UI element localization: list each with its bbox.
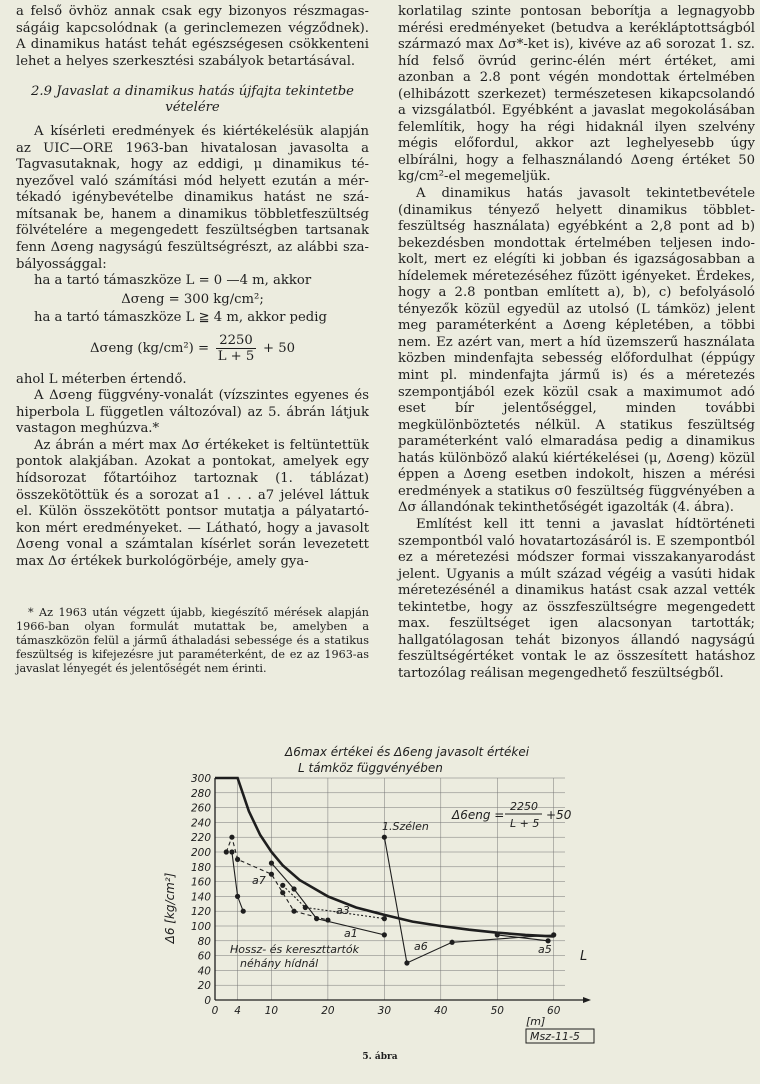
left-paragraph-7: Az ábrán a mért max Δσ értékeket is feltüntettük pontok alakjában. Azokat a pontokat, amelyek egy hídsorozat főtartóihoz tartoznak (1. táblázat) összekötöttük és a sorozat a1 . . . a7 jelével láttuk el. Külön összekötött pontsor mutatja a pályatartókon mért eredményeket. — Látható, hogy a javasolt Δσeng vonal a számtalan kísérlet során levezetett max Δσ értékek burkológörbéje, amely gya- (16, 437, 369, 569)
data-point (382, 932, 387, 937)
x-tick-label: 50 (490, 1005, 504, 1017)
series-label-a3: a3 (336, 904, 350, 917)
y-tick-label: 140 (190, 891, 211, 904)
data-point (404, 960, 409, 965)
formula-constant: Δσeng = 300 kg/cm²; (121, 291, 264, 307)
series-line (283, 885, 385, 918)
chart-formula-rhs: +50 (546, 808, 572, 822)
left-paragraph-1: a felső övhöz annak csak egy bizonyos részmagasságáig kapcsolódnak (a gerinclemezen végződnek). A dinamikus hatást tehát egészségesen csökkenteni lehet a helyes szerkesztési szabályok betartásával. (16, 4, 369, 69)
x-axis-label: L (580, 949, 588, 964)
y-tick-label: 160 (190, 876, 211, 889)
figure-caption: 5. ábra (362, 1052, 398, 1062)
right-paragraph-3: Említést kell itt tenni a javaslat hídtörténeti szempontból való hovatartozásáról is. E szempontból ez a méretezési módszer formai visszakanyarodást jelent. Ugyanis a múlt század végéig a vasúti hidak méretezésénél a dinamikus hatást csak azzal vették tekintetbe, hogy az összfeszültségre megengedett max. feszültséget igen alacsonyan tartották; hallgatólagosan tehát bizonyos állandó nagyságú feszültségértéket vontak le az összesített hatáshoz tartozólag reálisan megengedhető feszültségből. (398, 516, 755, 681)
figure-code: Msz-11-5 (530, 1030, 580, 1043)
data-point (382, 916, 387, 921)
chart-title-line-2: L támköz függvényében (298, 761, 443, 775)
right-paragraph-2: A dinamikus hatás javasolt tekintetbevétele (dinamikus tényező helyett dinamikus többletfeszültség használata) egyébként a 2,8 pont ad b) bekezdésben mondottak értelmében teljesen indokolt, mert ez elégíti ki jobban és igazságosabban a hídelemek méretezéséhez fűzött igényeket. Érdekes, hogy a 2.8 pontban említett a), b), c) befolyásoló tényezők közül egyedül az utolsó (L támköz) jelent meg paraméterként a Δσeng képletében, a többi nem. Ez azért van, mert a híd üzemszerű használata közben mindenfajta sebesség előfordulhat (éppúgy mint pl. mindenfajta jármű is) és a méretezés szempontjából ezek közül csak a maximumot adó eset bír jelentőséggel, minden további megkülönböztetés nélkül. A statikus feszültség paraméterként való elmaradása pedig a dinamikus hatás különböző alakú kiértékelései (μ, Δσeng) közül éppen a Δσeng esetben indokolt, hiszen a mérési eredmények a statikus σ0 feszültség függvényében a Δσ állandónak tekinthetőségét igazolták (4. ábra). (398, 186, 755, 516)
data-point (314, 916, 319, 921)
label-szelen: 1.Szélen (382, 820, 429, 833)
data-point (229, 835, 234, 840)
x-tick-label: 4 (234, 1005, 241, 1017)
y-tick-label: 260 (190, 802, 211, 815)
formula-rhs: + 50 (262, 340, 296, 356)
formula-hyperbola (16, 333, 369, 364)
data-point (269, 872, 274, 877)
left-paragraph-4: ha a tartó támaszköze L ≧ 4 m, akkor pedig (34, 310, 327, 326)
figure-5-chart (150, 738, 600, 1048)
left-paragraph-6: A Δσeng függvény-vonalát (vízszintes egyenes és hiperbola L független változóval) az 5. ábrán látjuk vastagon meghúzva.* (16, 388, 369, 437)
annotation-line-2: néhány hídnál (240, 957, 319, 970)
series-label-a1: a1 (344, 927, 358, 940)
data-point (325, 917, 330, 922)
data-point (235, 857, 240, 862)
footnote (16, 606, 369, 676)
data-point (280, 890, 285, 895)
series-label-a6: a6 (414, 940, 428, 953)
x-tick-label: 10 (264, 1005, 279, 1017)
footnote-text: * Az 1963 után végzett újabb, kiegészítő mérések alapján 1966-ban olyan formulát mutattak be, amelyben a támaszközön felül a jármű áthaladási sebessége és a statikus feszültség is kifejezésre jut paraméterként, de ez az 1963-as javaslat lényegét és jelentőségét nem érinti. (16, 606, 369, 676)
data-point (235, 894, 240, 899)
y-tick-label: 60 (197, 950, 211, 963)
formula-denominator: L + 5 (217, 348, 255, 364)
chart-ticks (191, 773, 561, 1017)
left-column (16, 4, 369, 570)
x-axis-arrow (583, 997, 591, 1003)
formula-numerator: 2250 (216, 333, 256, 349)
chart-formula-denominator: L + 5 (510, 817, 540, 830)
left-paragraph-2: A kísérleti eredmények és kiértékelésük alapján az UIC—ORE 1963-ban hivatalosan javasolta a Tagvasutaknak, hogy az eddigi, μ dinamikus tényezővel való számítási mód helyett ezután a mértékadó igénybevételbe dinamikus hatást ne számítsanak be, hanem a dinamikus többletfeszültség fölvételére a megengedett feszültségben tartsanak fenn Δσeng nagyságú feszültségrészt, az alábbi szabályossággal: (16, 124, 369, 272)
y-tick-label: 220 (190, 832, 211, 845)
chart-formula-numerator: 2250 (510, 800, 538, 813)
left-paragraph-5: ahol L méterben értendő. (16, 371, 187, 387)
chart-formula-lhs: Δ6eng = (452, 808, 505, 822)
data-point (241, 909, 246, 914)
series-line (384, 837, 553, 963)
y-tick-label: 80 (197, 935, 211, 948)
x-axis-unit: [m] (526, 1015, 546, 1028)
data-point (495, 932, 500, 937)
x-tick-label: 30 (377, 1005, 392, 1017)
data-point (449, 940, 454, 945)
y-tick-label: 20 (197, 980, 211, 993)
section-heading: 2.9 Javaslat a dinamikus hatás újfajta tekintetbe vételére (31, 84, 354, 116)
x-tick-label: 0 (211, 1005, 219, 1017)
y-tick-label: 280 (190, 787, 211, 800)
y-tick-label: 200 (190, 847, 211, 859)
data-point (303, 905, 308, 910)
data-point (291, 886, 296, 891)
data-point (291, 909, 296, 914)
data-point (551, 932, 556, 937)
formula-lhs: Δσeng (kg/cm²) = (89, 340, 210, 356)
series-label-a5: a5 (538, 943, 552, 956)
chart-title-line-1: Δ6max értékei és Δ6eng javasolt értékei (285, 745, 530, 759)
data-point (280, 883, 285, 888)
data-point (382, 835, 387, 840)
right-paragraph-1: korlatilag szinte pontosan beborítja a legnagyobb mérési eredményeket (betudva a kerékláptottságból származó max Δσ*-ket is), kivéve az a6 sorozat 1. sz. híd felső övrúd gerinc-élén mért értéket, ami azonban a 2.8 pont végén mondottak értelmében (elhibázott szerkezet) természetesen kikapcsolandó a vizsgálatból. Egyébként a javaslat megokolásában felemlítik, hogy ha régi hidaknál ilyen szelvény mégis előfordul, akkor azt leghelyesebb úgy elbírálni, hogy a felhasználandó Δσeng értéket 50 kg/cm²-el megemeljük. (398, 4, 755, 185)
y-tick-label: 40 (197, 965, 211, 978)
y-tick-label: 100 (190, 921, 211, 933)
left-paragraph-3: ha a tartó támaszköze L = 0 —4 m, akkor (34, 273, 312, 289)
y-tick-label: 120 (190, 906, 211, 919)
y-tick-label: 300 (190, 773, 211, 785)
formula-fraction (216, 333, 256, 364)
y-tick-label: 240 (190, 817, 211, 830)
x-tick-label: 20 (321, 1005, 335, 1017)
data-point (224, 849, 229, 854)
x-tick-label: 60 (547, 1005, 561, 1017)
data-point (229, 849, 234, 854)
x-tick-label: 40 (434, 1005, 448, 1017)
y-tick-label: 0 (204, 995, 211, 1007)
right-column (398, 4, 755, 682)
y-axis-label: Δ6 [kg/cm²] (163, 872, 177, 944)
series-label-a7: a7 (252, 874, 266, 887)
annotation-line-1: Hossz- és kereszttartók (230, 943, 359, 956)
y-tick-label: 180 (190, 861, 211, 874)
data-point (269, 861, 274, 866)
